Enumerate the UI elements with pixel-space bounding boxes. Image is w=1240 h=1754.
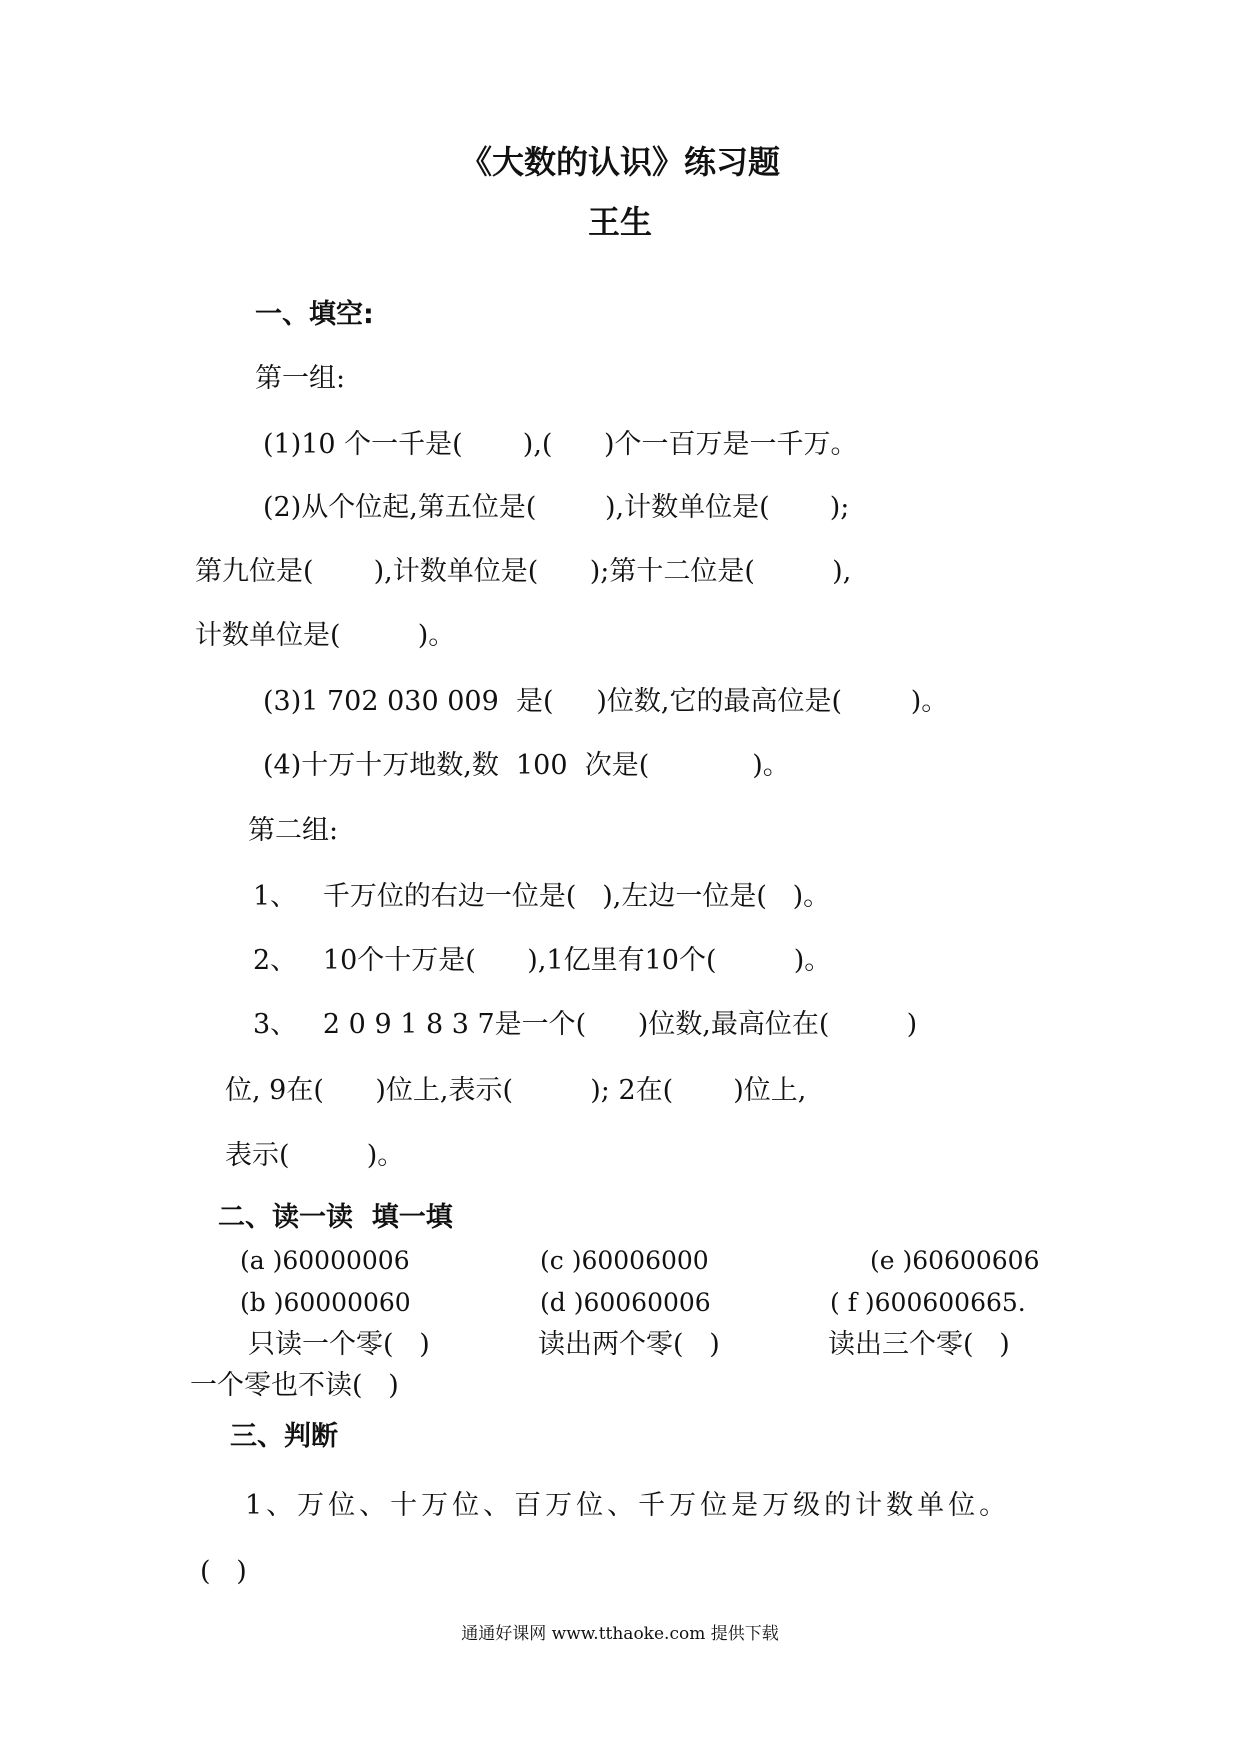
footer-credit: 通通好课网 www.tthaoke.com 提供下载	[461, 1624, 779, 1644]
section-heading-fill-blank: 一、填空:	[255, 299, 374, 330]
question-2-line-2: 第九位是( ),计数单位是( );第十二位是( ),	[195, 556, 852, 587]
author-name: 王生	[587, 203, 652, 241]
group-two-question-3-line-1: 3、 2 0 9 1 8 3 7是一个( )位数,最高位在( )	[253, 1009, 918, 1040]
question-1: (1)10 个一千是( ),( )个一百万是一千万。	[263, 429, 858, 460]
section-heading-judge: 三、判断	[230, 1421, 338, 1452]
read-two-zeros: 读出两个零( )	[538, 1329, 720, 1360]
question-2-line-3: 计数单位是( )。	[195, 620, 456, 651]
question-2-line-1: (2)从个位起,第五位是( ),计数单位是( );	[263, 492, 850, 523]
option-e: (e )60600606	[870, 1246, 1040, 1275]
read-three-zeros: 读出三个零( )	[828, 1329, 1010, 1360]
option-a: (a )60000006	[240, 1246, 410, 1275]
section-heading-read-fill: 二、读一读 填一填	[218, 1202, 453, 1233]
judge-question-1: 1、万位、十万位、百万位、千万位是万级的计数单位。	[245, 1490, 1011, 1521]
question-4: (4)十万十万地数,数 100 次是( )。	[263, 750, 790, 781]
option-b: (b )60000060	[240, 1288, 411, 1317]
group-two-question-2: 2、 10个十万是( ),1亿里有10个( )。	[253, 945, 832, 976]
group-one-label: 第一组:	[255, 363, 346, 394]
read-one-zero: 只读一个零( )	[248, 1329, 430, 1360]
page-title: 《大数的认识》练习题	[459, 143, 780, 181]
group-two-question-3-line-3: 表示( )。	[225, 1140, 405, 1171]
judge-question-1-answer: ( )	[200, 1556, 247, 1587]
option-d: (d )60060006	[540, 1288, 711, 1317]
read-no-zero: 一个零也不读( )	[190, 1370, 399, 1401]
option-c: (c )60006000	[540, 1246, 709, 1275]
group-two-question-1: 1、 千万位的右边一位是( ),左边一位是( )。	[253, 881, 831, 912]
group-two-question-3-line-2: 位, 9在( )位上,表示( ); 2在( )位上,	[225, 1075, 807, 1106]
question-3: (3)1 702 030 009 是( )位数,它的最高位是( )。	[263, 686, 949, 717]
group-two-label: 第二组:	[248, 815, 339, 846]
option-f: ( f )600600665.	[830, 1288, 1026, 1317]
